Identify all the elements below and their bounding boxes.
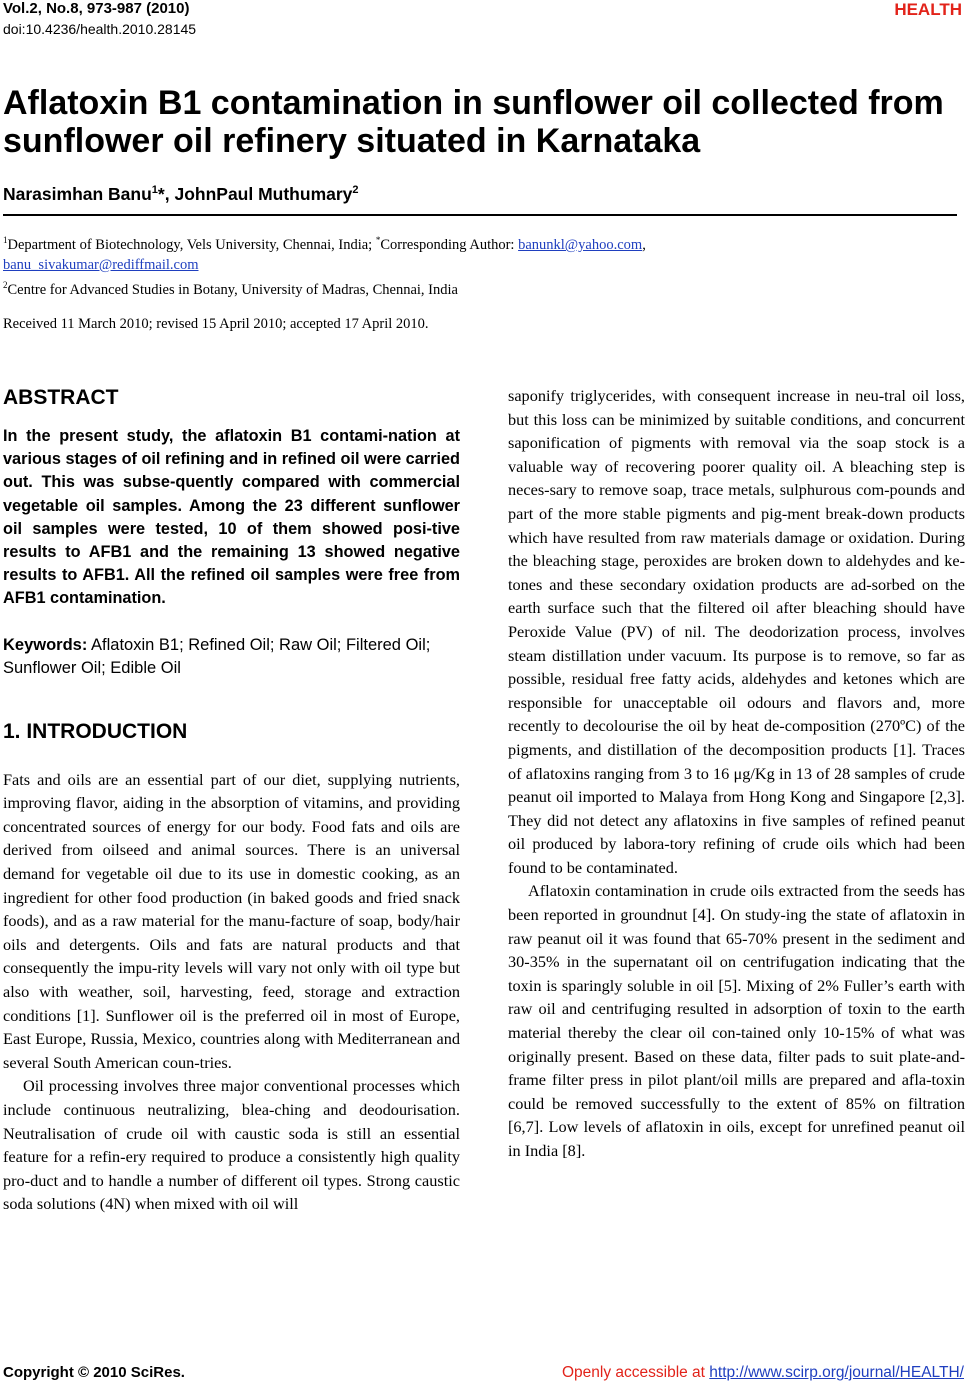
journal-name: HEALTH [894, 0, 962, 19]
paragraph: Oil processing involves three major conventional processes which include continuous neutralizing, blea-ching and deodourisation. Neutralisation of crude oil with caustic soda is still an essential feature for a refin-ery required to produce a consistently high quality pro-duct and to handle a number of different oil types. Strong caustic soda solutions (4N) when mixed with oil will [3, 1076, 460, 1214]
email-link[interactable]: banu_sivakumar@rediffmail.com [3, 256, 199, 273]
introduction-heading: 1. INTRODUCTION [3, 719, 188, 743]
paragraph: saponify triglycerides, with consequent increase in neu-tral oil loss, but this loss can be minimized by suitable conditions, and concurrent saponification of pigments with removal via the soap stock is a valuable way of recovering poorer quality oil. A bleaching step is neces-sary to remove soap, trace metals, sulphurous com-pounds and part of the more stable pigments and pig-ment break-down products which have resulted from raw materials damage or oxidation. During the bleaching stage, peroxides are broken down to aldehydes and ke-tones and these secondary oxidation products are ad-sorbed on the earth surface such that the filtered oil after bleaching should have Peroxide Value (PV) of nil. The deodorization process, involves steam distillation under vacuum. Its purpose is to remove, so far as possible, residual free fatty acids, aldehydes and ketones which are responsible for unacceptable oil odours and flavors and, more recently to decolourise the oil by heat de-composition (270ºC) of the pigments, and distillation of the decomposition products [1]. Traces of aflatoxins ranging from 3 to 16 μg/Kg in 13 of 28 samples of crude peanut oil imported to Malaya from Hong Kong and Singapore [2,3]. They did not detect any aflatoxins in five samples of refined peanut oil produced by labora-tory refining of crude oils which had been found to be contaminated. [508, 386, 965, 877]
keywords-text: Aflatoxin B1; Refined Oil; Raw Oil; Filtered Oil; Sunflower Oil; Edible Oil [3, 635, 431, 677]
email-link[interactable]: banunkl@yahoo.com [518, 236, 643, 253]
open-access-notice [562, 1364, 964, 1382]
paper-title: Aflatoxin B1 contamination in sunflower oil collected from sunflower oil refinery situated in Karnataka [3, 84, 944, 160]
email-separator: , [642, 236, 646, 253]
received-dates: Received 11 March 2010; revised 15 April 2010; accepted 17 April 2010. [3, 316, 429, 332]
paragraph: Fats and oils are an essential part of our diet, supplying nutrients, improving flavor, aiding in the absorption of vitamins, and providing concentrated sources of energy for our body. Food fats and oils are derived from oilseed and animal sources. There is an universal demand for vegetable oil due to its use in domestic cooking, as an ingredient for other food production (in baked goods and fried snack foods), and as a raw material for the manu-facture of soap, body/hair oils and detergents. Oils and fats are natural products and that consequently the impu-rity levels will vary not only with oil type but also with weather, soil, harvesting, feed, storage and extraction conditions [1]. Sunflower oil is the preferred oil in most of Europe, East Europe, Russia, Mexico, countries along with Mediterranean and several South American coun-tries. [3, 769, 460, 1072]
affiliation-text: Centre for Advanced Studies in Botany, University of Madras, Chennai, India [7, 281, 458, 298]
right-column [508, 384, 965, 1163]
abstract-text: In the present study, the aflatoxin B1 contami-nation at various stages of oil refining and in refined oil were carried out. This was subse-quently compared with commercial vegetable oil samples. Among the 23 different sunflower oil samples were tested, 10 of them showed posi-tive results to AFB1 and the remaining 13 showed negative results to AFB1. All the refined oil samples were free from AFB1 contamination. [3, 427, 460, 608]
copyright: Copyright © 2010 SciRes. [3, 1364, 185, 1381]
corresponding-label: Corresponding Author: [380, 236, 519, 253]
abstract-heading: ABSTRACT [3, 386, 119, 409]
left-column [3, 384, 460, 1216]
doi: doi:10.4236/health.2010.28145 [3, 21, 197, 37]
affiliation-2 [3, 275, 963, 300]
affiliations [3, 230, 963, 300]
title-divider [3, 214, 957, 216]
paragraph: Aflatoxin contamination in crude oils extracted from the seeds has been reported in groundnut [4]. On study-ing the state of aflatoxin in raw peanut oil it was found that 65-70% present in the sediment and 30-35% in the supernatant oil on centrifugation indicating that the toxin is sparingly soluble in oil [5]. Mixing of 2% Fuller’s earth with raw oil and centrifuging resulted in adsorption of toxin to the earth material thereby the clear oil con-tained only 10-15% of what was originally present. Based on these data, filter pads to suit plate-and-frame filter press in pilot plant/oil mills are prepared and afla-toxin could be removed successfully to the extent of 85% on filtration [6,7]. Low levels of aflatoxin in oils, except for unrefined peanut oil in India [8]. [508, 881, 965, 1160]
keywords [3, 634, 460, 680]
author-name: JohnPaul Muthumary [174, 184, 353, 204]
affiliation-mark: 1 [3, 235, 8, 245]
author-affiliation-mark: 1 [151, 184, 158, 197]
corresponding-mark: *, [157, 184, 175, 204]
author-affiliation-mark: 2 [352, 184, 359, 197]
open-access-label: Openly accessible at [561, 1364, 710, 1381]
affiliation-1 [3, 230, 963, 275]
corresponding-mark: * [375, 235, 381, 245]
author-name: Narasimhan Banu [3, 184, 152, 204]
affiliation-mark: 2 [3, 279, 8, 290]
keywords-label: Keywords: [3, 635, 88, 654]
affiliation-text: Department of Biotechnology, Vels University, Chennai, India; [7, 236, 376, 253]
journal-volume: Vol.2, No.8, 973-987 (2010) [3, 0, 190, 17]
journal-link[interactable]: http://www.scirp.org/journal/HEALTH/ [709, 1364, 964, 1381]
author-list [3, 184, 359, 205]
